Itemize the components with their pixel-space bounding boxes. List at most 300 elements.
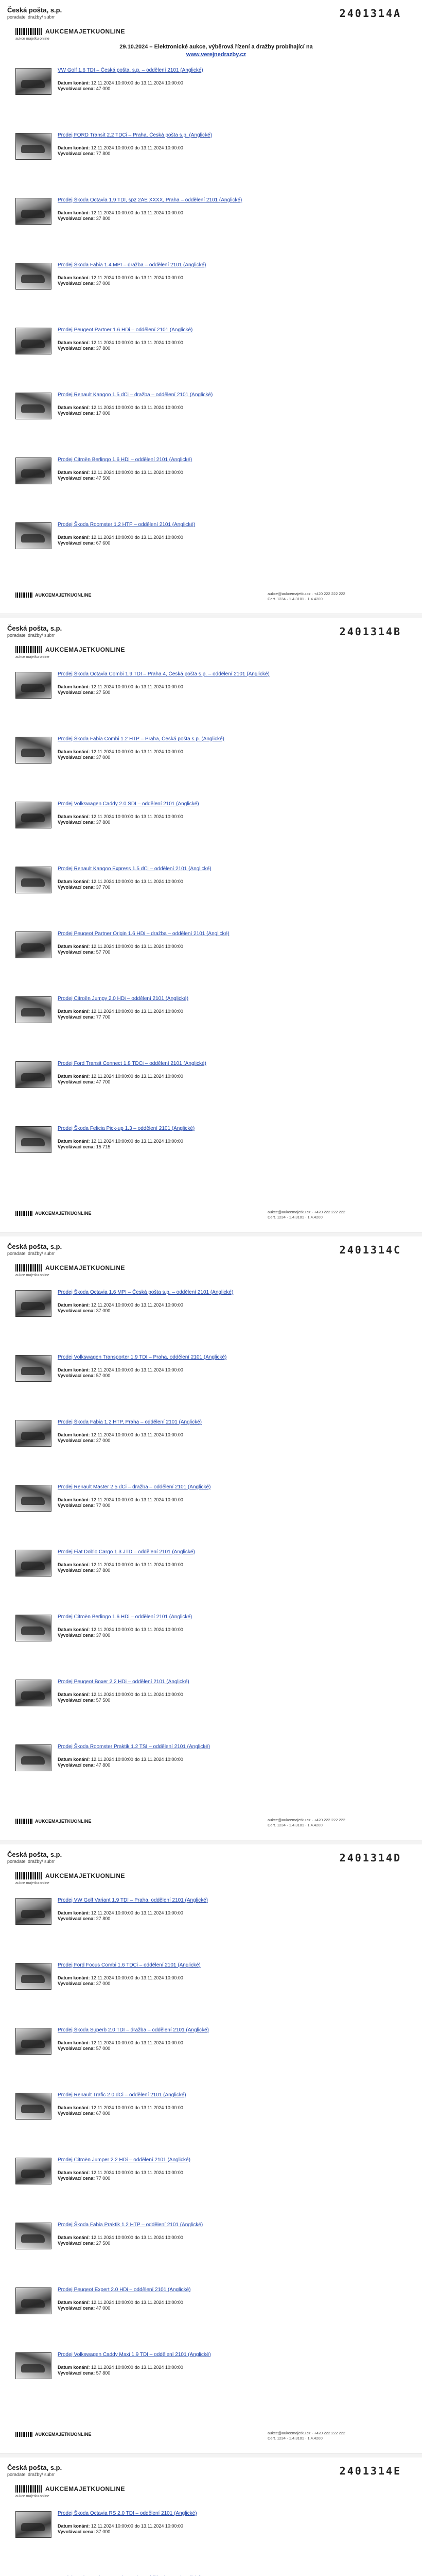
page-code: 2401314B: [339, 625, 401, 638]
item-title-link[interactable]: VW Golf 1.6 TDI – Česká pošta, s.p. – oddělení 2101 (Anglické): [58, 67, 203, 73]
brand-logo: [15, 1872, 125, 1879]
list-item[interactable]: [15, 1677, 396, 1707]
item-date-line: [58, 405, 183, 411]
price-value: 47 700: [96, 1079, 111, 1084]
vehicle-photo[interactable]: [15, 263, 51, 290]
item-title-link[interactable]: Prodej Renault Kangoo Express 1.5 dCi – oddělení 2101 (Anglické): [58, 866, 212, 872]
intro-link[interactable]: www.verejnedrazby.cz: [186, 51, 247, 58]
date-label: Datum konání:: [58, 749, 90, 754]
company-name: Česká pošta, s.p.: [7, 1243, 62, 1250]
date-to-label: do: [134, 210, 140, 215]
item-price-line: [58, 2370, 110, 2376]
footer-contact-line: Cert. 1234 · 1.4.3101 · 1.4.4200: [268, 1215, 323, 1220]
date-to-label: do: [134, 2300, 140, 2305]
vehicle-photo[interactable]: [15, 867, 51, 893]
item-date-line: [58, 684, 183, 690]
price-label: Vyvolávací cena:: [58, 1762, 95, 1768]
item-date-line: [58, 1562, 183, 1568]
price-label: Vyvolávací cena:: [58, 476, 95, 481]
date-start: 12.11.2024 10:00:00: [91, 145, 133, 150]
item-price-line: [58, 540, 110, 546]
item-title-link[interactable]: Prodej Renault Trafic 2.0 dCi – oddělení 2101 (Anglické): [58, 2092, 186, 2098]
item-title-link[interactable]: Prodej Peugeot Partner 1.6 HDi – oddělení 2101 (Anglické): [58, 327, 193, 333]
footer-brand-main: MAJETKU: [51, 1819, 74, 1824]
vehicle-photo[interactable]: [15, 1615, 51, 1641]
date-to-label: do: [134, 684, 140, 689]
price-label: Vyvolávací cena:: [58, 2176, 95, 2181]
date-start: 12.11.2024 10:00:00: [91, 405, 133, 410]
item-title-link[interactable]: Prodej Citroën Jumpy 2.0 HDi – oddělení 2101 (Anglické): [58, 996, 189, 1002]
brand-mark-icon: [15, 1264, 42, 1272]
price-label: Vyvolávací cena:: [58, 1981, 95, 1986]
price-value: 57 000: [96, 1373, 111, 1378]
list-item[interactable]: [15, 1353, 396, 1383]
item-title-link[interactable]: Prodej Renault Master 2.5 dCi – dražba – oddělení 2101 (Anglické): [58, 1484, 211, 1490]
vehicle-photo[interactable]: [15, 2158, 51, 2184]
vehicle-photo[interactable]: [15, 1420, 51, 1447]
brand-suffix: ONLINE: [100, 2485, 126, 2493]
item-title-link[interactable]: Prodej FORD Transit 2.2 TDCi – Praha, Česká pošta s.p. (Anglické): [58, 132, 212, 138]
vehicle-photo[interactable]: [15, 737, 51, 764]
company-subtitle: poradatel dražby/ subrr: [7, 1251, 55, 1256]
item-price-line: [58, 690, 110, 696]
brand-mark-icon: [15, 28, 42, 35]
item-title-link[interactable]: Prodej Citroën Jumper 2.2 HDi – oddělení 2101 (Anglické): [58, 2157, 190, 2163]
footer-brand-name: [35, 592, 92, 598]
list-item[interactable]: [15, 326, 396, 355]
list-item[interactable]: [15, 2574, 396, 2576]
price-value: 77 000: [96, 2176, 111, 2181]
vehicle-photo[interactable]: [15, 1126, 51, 1153]
item-title-link[interactable]: Prodej Škoda Fabia 1.4 MPI – dražba – oddělení 2101 (Anglické): [58, 262, 206, 268]
date-to-label: do: [134, 944, 140, 949]
footer-brand-mark-icon: [15, 592, 33, 598]
footer-contact-line: aukce@aukcemajetku.cz · +420 222 222 222: [268, 2431, 345, 2435]
item-price-line: [58, 2046, 110, 2052]
list-item[interactable]: [15, 2350, 396, 2380]
date-start: 12.11.2024 10:00:00: [91, 749, 133, 754]
date-end: 13.11.2024 10:00:00: [141, 2170, 183, 2175]
vehicle-photo[interactable]: [15, 133, 51, 160]
price-value: 15 715: [96, 1144, 111, 1149]
price-label: Vyvolávací cena:: [58, 216, 95, 221]
item-title-link[interactable]: Prodej VW Golf Variant 1.9 TDI – Praha, oddělení 2101 (Anglické): [58, 1897, 208, 1903]
date-label: Datum konání:: [58, 2170, 90, 2175]
date-start: 12.11.2024 10:00:00: [91, 535, 133, 540]
list-item[interactable]: [15, 455, 396, 485]
date-start: 12.11.2024 10:00:00: [91, 2523, 133, 2529]
item-title-link[interactable]: Prodej Volkswagen Transporter 1.9 TDI – Praha, oddělení 2101 (Anglické): [58, 1354, 227, 1360]
item-title-link[interactable]: Prodej Škoda Octavia 1.6 MPI – Česká pošta s.p. – oddělení 2101 (Anglické): [58, 1290, 234, 1295]
date-label: Datum konání:: [58, 1497, 90, 1502]
vehicle-photo[interactable]: [15, 1290, 51, 1317]
list-item[interactable]: [15, 1613, 396, 1642]
item-title-link[interactable]: Prodej Škoda Octavia Combi 1.9 TDI – Praha 4, Česká pošta s.p. – oddělení 2101 (Anglické): [58, 671, 270, 677]
list-item[interactable]: [15, 735, 396, 765]
date-start: 12.11.2024 10:00:00: [91, 2105, 133, 2110]
date-end: 13.11.2024 10:00:00: [141, 1975, 183, 1980]
date-label: Datum konání:: [58, 1692, 90, 1697]
footer-brand-name: [35, 1819, 92, 1824]
item-price-line: [58, 476, 110, 481]
document-page: [0, 1844, 422, 2452]
item-title-link[interactable]: Prodej Volkswagen Caddy 2.0 SDI – oddělení 2101 (Anglické): [58, 801, 199, 807]
item-date-line: [58, 2235, 183, 2241]
date-end: 13.11.2024 10:00:00: [141, 1367, 183, 1372]
footer-brand-name: [35, 1211, 92, 1216]
brand-name: [45, 28, 125, 35]
item-title-link[interactable]: Prodej Škoda Octavia 1.9 TDI, spz 2AE XXXX, Praha – oddělení 2101 (Anglické): [58, 197, 242, 203]
list-item[interactable]: [15, 2285, 396, 2315]
date-end: 13.11.2024 10:00:00: [141, 1302, 183, 1308]
brand-prefix: AUKCE: [45, 28, 69, 35]
date-start: 12.11.2024 10:00:00: [91, 1074, 133, 1079]
date-end: 13.11.2024 10:00:00: [141, 210, 183, 215]
item-date-line: [58, 1692, 183, 1698]
date-start: 12.11.2024 10:00:00: [91, 684, 133, 689]
price-label: Vyvolávací cena:: [58, 950, 95, 955]
date-end: 13.11.2024 10:00:00: [141, 1009, 183, 1014]
date-to-label: do: [134, 275, 140, 280]
page-code: 2401314C: [339, 1244, 401, 1256]
date-end: 13.11.2024 10:00:00: [141, 2105, 183, 2110]
list-item[interactable]: [15, 1124, 396, 1154]
date-end: 13.11.2024 10:00:00: [141, 1562, 183, 1567]
list-item[interactable]: [15, 1548, 396, 1578]
list-item[interactable]: [15, 670, 396, 700]
vehicle-photo[interactable]: [15, 1355, 51, 1382]
date-end: 13.11.2024 10:00:00: [141, 80, 183, 86]
list-item[interactable]: [15, 1288, 396, 1318]
date-to-label: do: [134, 1074, 140, 1079]
company-name: Česká pošta, s.p.: [7, 6, 62, 14]
price-label: Vyvolávací cena:: [58, 1633, 95, 1638]
price-label: Vyvolávací cena:: [58, 1014, 95, 1020]
vehicle-photo[interactable]: [15, 2287, 51, 2314]
document-page: [0, 1236, 422, 1839]
list-item[interactable]: [15, 2509, 396, 2539]
item-date-line: [58, 535, 183, 540]
date-start: 12.11.2024 10:00:00: [91, 340, 133, 345]
footer-logo: [15, 1211, 92, 1216]
price-value: 37 000: [96, 281, 111, 286]
footer-brand-main: MAJETKU: [51, 2432, 74, 2437]
brand-name: [45, 646, 125, 653]
list-item[interactable]: [15, 800, 396, 829]
document-page: [0, 618, 422, 1231]
date-end: 13.11.2024 10:00:00: [141, 1757, 183, 1762]
list-item[interactable]: [15, 196, 396, 226]
list-item[interactable]: [15, 1418, 396, 1448]
item-price-line: [58, 151, 110, 157]
vehicle-photo[interactable]: [15, 198, 51, 225]
company-name: Česká pošta, s.p.: [7, 624, 62, 632]
date-end: 13.11.2024 10:00:00: [141, 340, 183, 345]
brand-mark-icon: [15, 1872, 42, 1879]
brand-prefix: AUKCE: [45, 1264, 69, 1272]
item-price-line: [58, 1014, 110, 1020]
date-label: Datum konání:: [58, 1432, 90, 1437]
date-start: 12.11.2024 10:00:00: [91, 1497, 133, 1502]
list-item[interactable]: [15, 66, 396, 96]
price-value: 37 000: [96, 2529, 111, 2534]
footer-contact: [268, 1210, 401, 1220]
list-item[interactable]: [15, 1742, 396, 1772]
price-label: Vyvolávací cena:: [58, 690, 95, 695]
list-item[interactable]: [15, 1483, 396, 1513]
item-price-line: [58, 1981, 110, 1987]
price-label: Vyvolávací cena:: [58, 1308, 95, 1313]
item-title-link[interactable]: Prodej Škoda Fabia Combi 1.2 HTP – Praha, Česká pošta s.p. (Anglické): [58, 736, 224, 742]
page-code: 2401314E: [339, 2465, 401, 2477]
date-end: 13.11.2024 10:00:00: [141, 749, 183, 754]
date-start: 12.11.2024 10:00:00: [91, 1627, 133, 1632]
item-title-link[interactable]: Prodej Fiat Doblo Cargo 1.3 JTD – oddělení 2101 (Anglické): [58, 1549, 195, 1555]
item-date-line: [58, 1139, 183, 1144]
item-title-link[interactable]: Prodej Peugeot Boxer 2.2 HDi – oddělení 2101 (Anglické): [58, 1679, 189, 1685]
item-title-link[interactable]: Prodej Volkswagen Caddy Maxi 1.9 TDI – oddělení 2101 (Anglické): [58, 2352, 211, 2358]
footer-logo: [15, 2432, 92, 2437]
brand-name: [45, 2485, 125, 2493]
date-label: Datum konání:: [58, 340, 90, 345]
date-label: Datum konání:: [58, 275, 90, 280]
item-price-line: [58, 86, 110, 92]
price-value: 77 800: [96, 151, 111, 156]
vehicle-photo[interactable]: [15, 672, 51, 699]
price-value: 37 800: [96, 820, 111, 825]
item-date-line: [58, 470, 183, 476]
date-end: 13.11.2024 10:00:00: [141, 2300, 183, 2305]
item-title-link[interactable]: Prodej Renault Kangoo 1.5 dCi – dražba – oddělení 2101 (Anglické): [58, 392, 213, 398]
list-item[interactable]: [15, 2091, 396, 2121]
item-title-link[interactable]: Prodej Škoda Octavia RS 2.0 TDI – oddělení 2101 (Anglické): [58, 2511, 197, 2516]
date-to-label: do: [134, 1432, 140, 1437]
footer-brand-mark-icon: [15, 1211, 33, 1216]
item-title-link[interactable]: Prodej Ford Transit Connect 1.8 TDCi – oddělení 2101 (Anglické): [58, 1061, 206, 1066]
item-price-line: [58, 2306, 110, 2311]
price-value: 47 000: [96, 2306, 111, 2311]
brand-prefix: AUKCE: [45, 646, 69, 653]
item-price-line: [58, 1633, 110, 1638]
price-value: 57 000: [96, 2046, 111, 2051]
item-date-line: [58, 1757, 183, 1762]
date-start: 12.11.2024 10:00:00: [91, 1562, 133, 1567]
footer-brand-main: MAJETKU: [51, 592, 74, 598]
list-item[interactable]: [15, 929, 396, 959]
vehicle-photo[interactable]: [15, 996, 51, 1023]
vehicle-photo[interactable]: [15, 1485, 51, 1512]
date-start: 12.11.2024 10:00:00: [91, 470, 133, 475]
footer-contact: [268, 2431, 401, 2441]
footer-contact: [268, 1818, 401, 1828]
date-to-label: do: [134, 1975, 140, 1980]
vehicle-photo[interactable]: [15, 393, 51, 419]
vehicle-photo[interactable]: [15, 1680, 51, 1706]
item-date-line: [58, 2365, 183, 2370]
item-date-line: [58, 2105, 183, 2111]
list-item[interactable]: [15, 1059, 396, 1089]
item-title-link[interactable]: Prodej Škoda Roomster Praktik 1.2 TSI – oddělení 2101 (Anglické): [58, 1744, 210, 1750]
price-label: Vyvolávací cena:: [58, 1916, 95, 1921]
footer-brand-mark-icon: [15, 2432, 33, 2437]
price-label: Vyvolávací cena:: [58, 151, 95, 156]
footer-contact-line: Cert. 1234 · 1.4.3101 · 1.4.4200: [268, 597, 323, 602]
item-title-link[interactable]: Prodej Peugeot Partner Origin 1.6 HDi – dražba – oddělení 2101 (Anglické): [58, 931, 230, 937]
price-label: Vyvolávací cena:: [58, 2306, 95, 2311]
date-to-label: do: [134, 749, 140, 754]
vehicle-photo[interactable]: [15, 2352, 51, 2379]
item-title-link[interactable]: Prodej Citroën Berlingo 1.6 HDi – oddělení 2101 (Anglické): [58, 457, 192, 463]
price-label: Vyvolávací cena:: [58, 1373, 95, 1378]
item-title-link[interactable]: Prodej Škoda Felicia Pick-up 1.3 – oddělení 2101 (Anglické): [58, 1126, 195, 1131]
vehicle-photo[interactable]: [15, 2028, 51, 2055]
footer-contact-line: aukce@aukcemajetku.cz · +420 222 222 222: [268, 591, 345, 596]
date-start: 12.11.2024 10:00:00: [91, 814, 133, 819]
item-title-link[interactable]: Prodej Škoda Fabia 1.2 HTP, Praha – oddělení 2101 (Anglické): [58, 1419, 202, 1425]
vehicle-photo[interactable]: [15, 1963, 51, 1990]
price-label: Vyvolávací cena:: [58, 820, 95, 825]
vehicle-photo[interactable]: [15, 1550, 51, 1577]
date-start: 12.11.2024 10:00:00: [91, 80, 133, 86]
list-item[interactable]: [15, 1961, 396, 1991]
date-start: 12.11.2024 10:00:00: [91, 1692, 133, 1697]
company-subtitle: poradatel dražby/ subrr: [7, 2472, 55, 2477]
price-value: 47 500: [96, 476, 111, 481]
date-label: Datum konání:: [58, 1367, 90, 1372]
list-item[interactable]: [15, 2156, 396, 2185]
price-value: 47 000: [96, 86, 111, 91]
price-value: 37 000: [96, 1981, 111, 1986]
footer-brand-suffix: ONLINE: [74, 1211, 92, 1216]
item-price-line: [58, 885, 110, 890]
list-item[interactable]: [15, 865, 396, 894]
vehicle-photo[interactable]: [15, 457, 51, 484]
date-label: Datum konání:: [58, 1302, 90, 1308]
date-label: Datum konání:: [58, 2523, 90, 2529]
vehicle-photo[interactable]: [15, 2223, 51, 2249]
item-title-link[interactable]: Prodej Citroën Berlingo 1.6 HDi – oddělení 2101 (Anglické): [58, 1614, 192, 1620]
date-end: 13.11.2024 10:00:00: [141, 470, 183, 475]
price-label: Vyvolávací cena:: [58, 2046, 95, 2051]
date-label: Datum konání:: [58, 1074, 90, 1079]
list-item[interactable]: [15, 391, 396, 420]
page-code: 2401314D: [339, 1852, 401, 1864]
brand-logo: [15, 2485, 125, 2493]
vehicle-photo[interactable]: [15, 1744, 51, 1771]
footer-brand-suffix: ONLINE: [74, 2432, 92, 2437]
date-label: Datum konání:: [58, 2300, 90, 2305]
price-value: 17 000: [96, 411, 111, 416]
price-value: 37 000: [96, 1633, 111, 1638]
date-end: 13.11.2024 10:00:00: [141, 1432, 183, 1437]
vehicle-photo[interactable]: [15, 802, 51, 828]
item-date-line: [58, 1432, 183, 1438]
footer-brand-prefix: AUKCE: [35, 1819, 52, 1824]
vehicle-photo[interactable]: [15, 68, 51, 95]
date-start: 12.11.2024 10:00:00: [91, 1302, 133, 1308]
item-date-line: [58, 749, 183, 755]
price-value: 27 500: [96, 2241, 111, 2246]
date-start: 12.11.2024 10:00:00: [91, 1757, 133, 1762]
item-title-link[interactable]: Prodej Škoda Superb 2.0 TDI – dražba – oddělení 2101 (Anglické): [58, 2027, 209, 2033]
item-price-line: [58, 1568, 110, 1573]
date-to-label: do: [134, 535, 140, 540]
date-to-label: do: [134, 1627, 140, 1632]
date-label: Datum konání:: [58, 1757, 90, 1762]
date-end: 13.11.2024 10:00:00: [141, 684, 183, 689]
date-to-label: do: [134, 1757, 140, 1762]
vehicle-photo[interactable]: [15, 2093, 51, 2120]
brand-mark-icon: [15, 646, 42, 653]
item-title-link[interactable]: Prodej Škoda Roomster 1.2 HTP – oddělení 2101 (Anglické): [58, 522, 196, 528]
vehicle-photo[interactable]: [15, 2511, 51, 2538]
price-label: Vyvolávací cena:: [58, 1503, 95, 1508]
date-end: 13.11.2024 10:00:00: [141, 405, 183, 410]
item-title-link[interactable]: Prodej Škoda Fabia Praktik 1.2 HTP – oddělení 2101 (Anglické): [58, 2222, 203, 2228]
date-end: 13.11.2024 10:00:00: [141, 145, 183, 150]
item-price-line: [58, 1144, 110, 1150]
company-subtitle: poradatel dražby/ subrr: [7, 14, 55, 20]
date-end: 13.11.2024 10:00:00: [141, 535, 183, 540]
date-start: 12.11.2024 10:00:00: [91, 2300, 133, 2305]
price-label: Vyvolávací cena:: [58, 755, 95, 760]
item-date-line: [58, 340, 183, 346]
date-to-label: do: [134, 1367, 140, 1372]
date-start: 12.11.2024 10:00:00: [91, 2040, 133, 2045]
date-label: Datum konání:: [58, 1009, 90, 1014]
item-title-link[interactable]: Prodej Peugeot Expert 2.0 HDi – oddělení 2101 (Anglické): [58, 2287, 191, 2293]
list-item[interactable]: [15, 1896, 396, 1926]
list-item[interactable]: [15, 2026, 396, 2056]
list-item[interactable]: [15, 2221, 396, 2250]
brand-name: [45, 1872, 125, 1879]
vehicle-photo[interactable]: [15, 931, 51, 958]
date-label: Datum konání:: [58, 535, 90, 540]
price-value: 37 800: [96, 216, 111, 221]
item-date-line: [58, 1497, 183, 1503]
company-name: Česká pošta, s.p.: [7, 1851, 62, 1858]
item-title-link[interactable]: Prodej Ford Focus Combi 1.6 TDCi – oddělení 2101 (Anglické): [58, 1962, 201, 1968]
date-end: 13.11.2024 10:00:00: [141, 2365, 183, 2370]
item-date-line: [58, 944, 183, 950]
list-item[interactable]: [15, 131, 396, 161]
brand-main: MAJETKU: [68, 28, 100, 35]
price-value: 27 500: [96, 690, 111, 695]
date-end: 13.11.2024 10:00:00: [141, 2235, 183, 2240]
item-price-line: [58, 1762, 110, 1768]
vehicle-photo[interactable]: [15, 522, 51, 549]
date-to-label: do: [134, 2040, 140, 2045]
date-label: Datum konání:: [58, 210, 90, 215]
price-label: Vyvolávací cena:: [58, 1568, 95, 1573]
list-item[interactable]: [15, 994, 396, 1024]
date-label: Datum konání:: [58, 1562, 90, 1567]
price-label: Vyvolávací cena:: [58, 540, 95, 546]
item-date-line: [58, 1367, 183, 1373]
vehicle-photo[interactable]: [15, 1898, 51, 1925]
page-code: 2401314A: [339, 7, 401, 20]
footer-contact-line: aukce@aukcemajetku.cz · +420 222 222 222: [268, 1210, 345, 1214]
list-item[interactable]: [15, 261, 396, 291]
date-start: 12.11.2024 10:00:00: [91, 944, 133, 949]
vehicle-photo[interactable]: [15, 328, 51, 354]
date-start: 12.11.2024 10:00:00: [91, 1367, 133, 1372]
vehicle-photo[interactable]: [15, 1061, 51, 1088]
list-item[interactable]: [15, 520, 396, 550]
brand-tagline: aukce majetku online: [15, 1882, 49, 1885]
price-value: 67 600: [96, 540, 111, 546]
company-subtitle: poradatel dražby/ subrr: [7, 1859, 55, 1864]
